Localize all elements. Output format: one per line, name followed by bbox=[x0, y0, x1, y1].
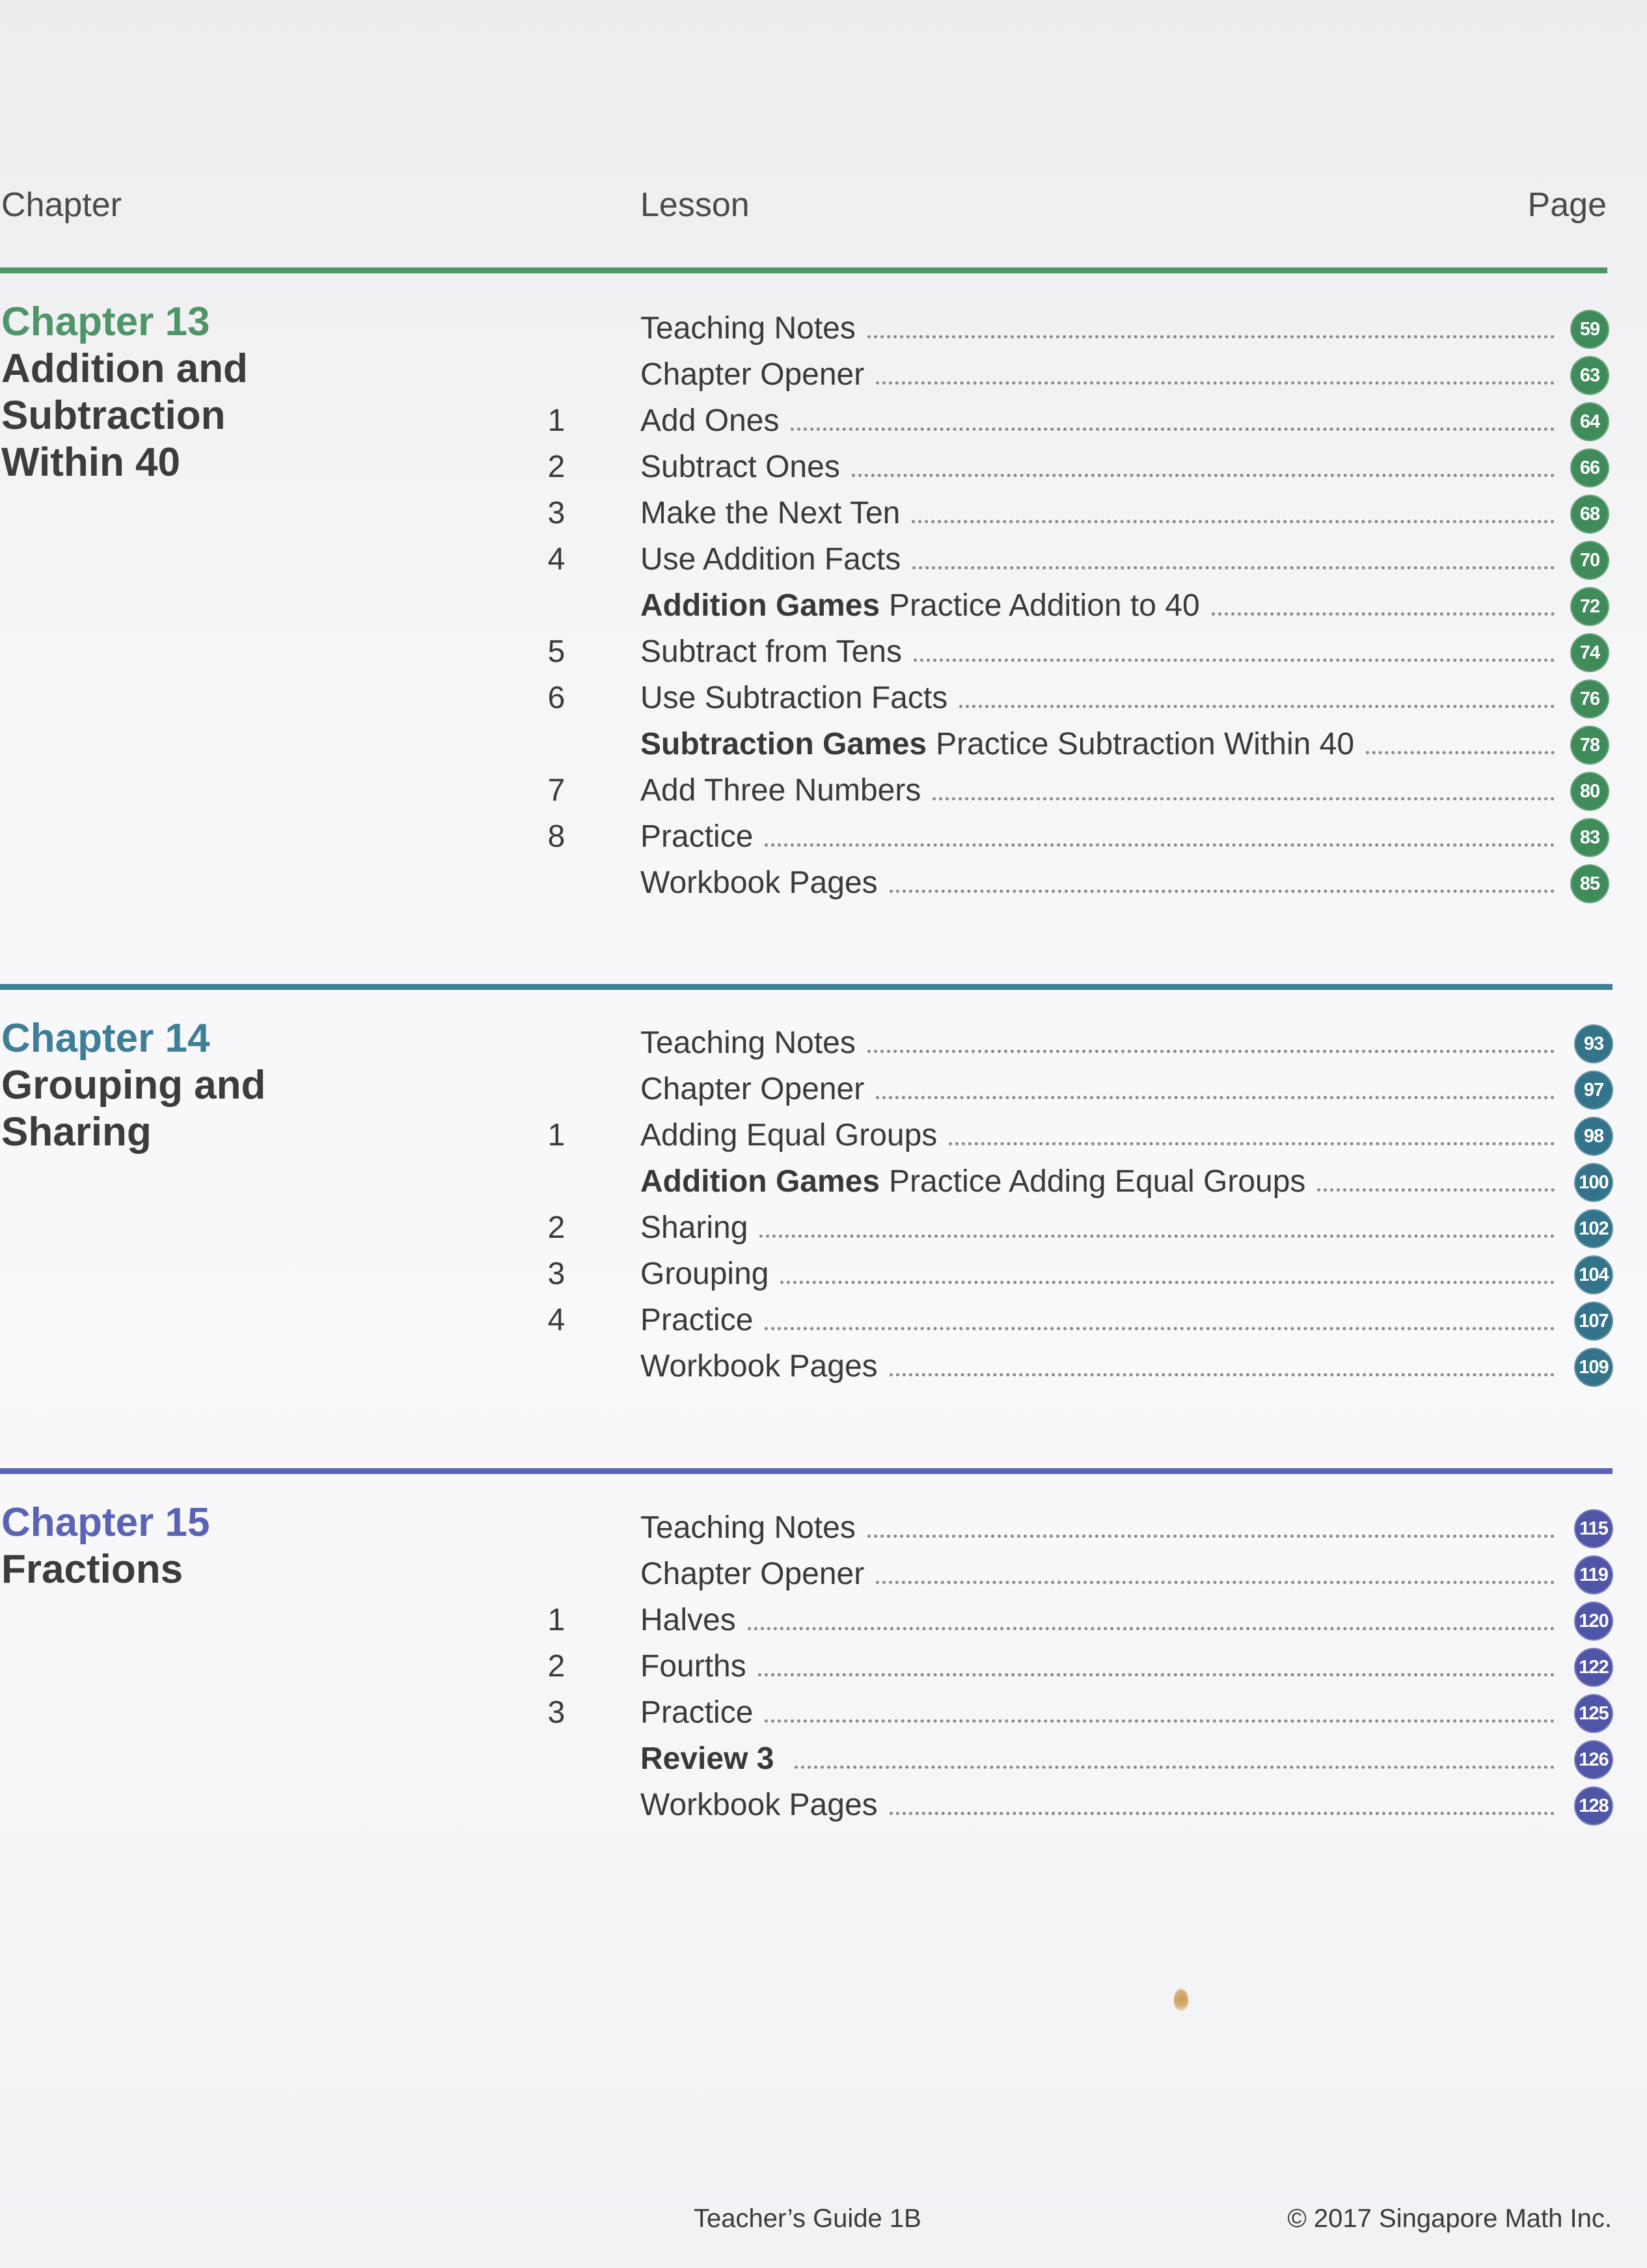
lesson-entry bbox=[640, 1689, 753, 1736]
lesson-column-header: Lesson bbox=[640, 186, 750, 224]
chapter-13-divider bbox=[0, 267, 1607, 273]
toc-row bbox=[0, 398, 1647, 444]
toc-row bbox=[0, 536, 1647, 582]
lesson-title: Subtract from Tens bbox=[640, 635, 902, 669]
chapter-title-line: Fractions bbox=[1, 1547, 184, 1592]
lesson-title: Chapter Opener bbox=[640, 1557, 865, 1591]
page-number-badge: 98 bbox=[1574, 1117, 1613, 1156]
lesson-title: Subtract Ones bbox=[640, 450, 840, 484]
toc-row bbox=[0, 582, 1647, 629]
lesson-bold-label: Addition Games bbox=[640, 1164, 880, 1199]
lesson-entry bbox=[640, 675, 947, 721]
chapter-title-line: Addition and bbox=[1, 346, 248, 391]
lesson-entry bbox=[640, 1066, 864, 1112]
lesson-entry bbox=[640, 629, 902, 675]
lesson-title: Make the Next Ten bbox=[640, 496, 901, 530]
toc-row bbox=[0, 444, 1647, 490]
lesson-title: Chapter Opener bbox=[640, 357, 865, 392]
dot-leader bbox=[1317, 1188, 1555, 1192]
dot-leader bbox=[890, 890, 1555, 893]
page-number-badge: 97 bbox=[1574, 1071, 1613, 1110]
dot-leader bbox=[791, 428, 1555, 431]
dot-leader bbox=[765, 1719, 1555, 1723]
toc-row bbox=[0, 1343, 1647, 1389]
lesson-entry bbox=[640, 1643, 746, 1689]
chapter-column-header: Chapter bbox=[1, 186, 122, 224]
lesson-number: 3 bbox=[547, 1257, 565, 1291]
lesson-entry bbox=[640, 490, 900, 536]
toc-row bbox=[0, 767, 1647, 813]
dot-leader bbox=[867, 1050, 1555, 1053]
lesson-title: Grouping bbox=[640, 1257, 769, 1291]
chapter-title-line: Grouping and bbox=[1, 1063, 266, 1108]
dot-leader bbox=[912, 520, 1555, 523]
lesson-entry bbox=[640, 1297, 753, 1343]
toc-row bbox=[0, 351, 1647, 398]
lesson-entry bbox=[640, 1551, 864, 1597]
page-number-badge: 72 bbox=[1570, 587, 1609, 626]
lesson-number: 4 bbox=[547, 1303, 565, 1337]
lesson-entry bbox=[640, 1505, 856, 1551]
lesson-number: 2 bbox=[547, 1649, 565, 1684]
page-number-badge: 78 bbox=[1570, 726, 1609, 765]
toc-row bbox=[0, 1112, 1647, 1158]
lesson-title: Workbook Pages bbox=[640, 866, 878, 900]
lesson-entry bbox=[640, 1251, 769, 1297]
dot-leader bbox=[765, 843, 1555, 847]
toc-row bbox=[0, 721, 1647, 767]
page-number-badge: 66 bbox=[1570, 448, 1609, 487]
lesson-title: Teaching Notes bbox=[640, 311, 856, 346]
lesson-entry bbox=[640, 398, 779, 444]
lesson-title: Practice bbox=[640, 819, 754, 854]
page-number-badge: 107 bbox=[1574, 1302, 1613, 1341]
chapter-15-divider bbox=[0, 1468, 1613, 1474]
dot-leader bbox=[876, 1581, 1555, 1584]
lesson-number: 3 bbox=[547, 1695, 565, 1730]
chapter-14-divider bbox=[0, 984, 1613, 990]
toc-row bbox=[0, 860, 1647, 906]
dot-leader bbox=[758, 1673, 1555, 1676]
lesson-entry bbox=[640, 305, 856, 351]
lesson-entry bbox=[640, 582, 1200, 629]
page-number-badge: 104 bbox=[1574, 1255, 1613, 1294]
dot-leader bbox=[912, 566, 1555, 569]
lesson-entry bbox=[640, 536, 901, 582]
page-number-badge: 125 bbox=[1574, 1694, 1613, 1733]
lesson-title: Chapter Opener bbox=[640, 1072, 865, 1106]
lesson-entry bbox=[640, 1158, 1305, 1205]
lesson-title: Practice bbox=[640, 1695, 754, 1730]
lesson-entry bbox=[640, 351, 864, 398]
page-number-badge: 126 bbox=[1574, 1740, 1613, 1779]
lesson-entry bbox=[640, 1343, 878, 1389]
toc-row bbox=[0, 1066, 1647, 1112]
dot-leader bbox=[1366, 751, 1555, 754]
toc-row bbox=[0, 1643, 1647, 1689]
dot-leader bbox=[780, 1281, 1555, 1284]
lesson-title: Halves bbox=[640, 1603, 736, 1637]
page-number-badge: 128 bbox=[1574, 1786, 1613, 1825]
lesson-entry bbox=[640, 1205, 748, 1251]
lesson-number: 3 bbox=[547, 496, 565, 530]
lesson-entry bbox=[640, 444, 840, 490]
lesson-entry bbox=[640, 813, 753, 860]
toc-row bbox=[0, 1689, 1647, 1736]
lesson-entry bbox=[640, 1736, 783, 1782]
lesson-title: Adding Equal Groups bbox=[640, 1118, 938, 1153]
page-number-badge: 70 bbox=[1570, 541, 1609, 580]
dot-leader bbox=[765, 1327, 1555, 1330]
dot-leader bbox=[795, 1766, 1555, 1769]
lesson-number: 2 bbox=[547, 1210, 565, 1245]
page-number-badge: 63 bbox=[1570, 356, 1609, 395]
toc-row bbox=[0, 1158, 1647, 1205]
lesson-title: Practice bbox=[640, 1303, 754, 1337]
page-number-badge: 122 bbox=[1574, 1648, 1613, 1687]
dot-leader bbox=[867, 335, 1555, 338]
dot-leader bbox=[932, 797, 1555, 800]
lesson-number: 1 bbox=[547, 1603, 565, 1637]
paper-stain bbox=[1174, 1989, 1188, 2011]
dot-leader bbox=[759, 1235, 1555, 1238]
lesson-number: 4 bbox=[547, 542, 565, 577]
lesson-number: 5 bbox=[547, 635, 565, 669]
lesson-entry bbox=[640, 767, 921, 813]
toc-row bbox=[0, 813, 1647, 860]
chapter-title-line: Within 40 bbox=[1, 440, 181, 485]
lesson-title: Practice Addition to 40 bbox=[889, 588, 1200, 623]
page-column-header: Page bbox=[1527, 186, 1607, 224]
dot-leader bbox=[1212, 612, 1555, 616]
lesson-title: Teaching Notes bbox=[640, 1510, 856, 1545]
lesson-entry bbox=[640, 1782, 878, 1828]
page-number-badge: 119 bbox=[1574, 1555, 1613, 1594]
dot-leader bbox=[876, 1096, 1555, 1099]
dot-leader bbox=[890, 1812, 1555, 1815]
page-number-badge: 109 bbox=[1574, 1348, 1613, 1387]
dot-leader bbox=[852, 474, 1555, 477]
dot-leader bbox=[876, 381, 1555, 385]
chapter-number: Chapter 15 bbox=[1, 1500, 210, 1545]
page-number-badge: 59 bbox=[1570, 310, 1609, 349]
page-number-badge: 100 bbox=[1574, 1163, 1613, 1202]
toc-row bbox=[0, 1551, 1647, 1597]
lesson-entry bbox=[640, 860, 878, 906]
lesson-number: 6 bbox=[547, 681, 565, 715]
toc-row bbox=[0, 1505, 1647, 1551]
lesson-entry bbox=[640, 1112, 937, 1158]
page-number-badge: 64 bbox=[1570, 402, 1609, 441]
toc-row bbox=[0, 629, 1647, 675]
lesson-title: Use Addition Facts bbox=[640, 542, 901, 577]
toc-row bbox=[0, 675, 1647, 721]
page-number-badge: 102 bbox=[1574, 1209, 1613, 1248]
lesson-number: 1 bbox=[547, 1118, 565, 1153]
lesson-title: Workbook Pages bbox=[640, 1349, 878, 1384]
chapter-title-line: Sharing bbox=[1, 1110, 152, 1154]
chapter-number: Chapter 13 bbox=[1, 299, 210, 344]
page-number-badge: 83 bbox=[1570, 818, 1609, 857]
toc-row bbox=[0, 1205, 1647, 1251]
lesson-title: Practice Adding Equal Groups bbox=[889, 1164, 1306, 1199]
page-number-badge: 74 bbox=[1570, 633, 1609, 672]
lesson-title: Practice Subtraction Within 40 bbox=[936, 727, 1355, 761]
lesson-bold-label: Review 3 bbox=[640, 1742, 774, 1776]
toc-row bbox=[0, 1597, 1647, 1643]
lesson-number: 7 bbox=[547, 773, 565, 808]
footer-guide-title: Teacher’s Guide 1B bbox=[694, 2204, 921, 2233]
toc-row bbox=[0, 1297, 1647, 1343]
chapter-number: Chapter 14 bbox=[1, 1016, 210, 1061]
lesson-title: Sharing bbox=[640, 1210, 748, 1245]
lesson-number: 8 bbox=[547, 819, 565, 854]
lesson-number: 2 bbox=[547, 450, 565, 484]
lesson-bold-label: Addition Games bbox=[640, 588, 880, 623]
lesson-number: 1 bbox=[547, 403, 565, 438]
page-number-badge: 68 bbox=[1570, 495, 1609, 534]
toc-row bbox=[0, 305, 1647, 351]
lesson-title: Teaching Notes bbox=[640, 1026, 856, 1060]
footer-copyright: © 2017 Singapore Math Inc. bbox=[1287, 2204, 1612, 2233]
chapter-title-line: Subtraction bbox=[1, 393, 226, 438]
dot-leader bbox=[890, 1373, 1555, 1376]
dot-leader bbox=[959, 705, 1555, 708]
toc-row bbox=[0, 1736, 1647, 1782]
dot-leader bbox=[914, 659, 1555, 662]
toc-row bbox=[0, 490, 1647, 536]
page-number-badge: 80 bbox=[1570, 772, 1609, 811]
toc-row bbox=[0, 1251, 1647, 1297]
page-number-badge: 120 bbox=[1574, 1602, 1613, 1641]
dot-leader bbox=[748, 1627, 1555, 1630]
dot-leader bbox=[867, 1535, 1555, 1538]
dot-leader bbox=[949, 1142, 1555, 1145]
lesson-entry bbox=[640, 721, 1354, 767]
toc-row bbox=[0, 1020, 1647, 1066]
lesson-entry bbox=[640, 1597, 736, 1643]
page-number-badge: 76 bbox=[1570, 679, 1609, 718]
lesson-title: Add Three Numbers bbox=[640, 773, 921, 808]
lesson-entry bbox=[640, 1020, 856, 1066]
page-number-badge: 93 bbox=[1574, 1024, 1613, 1063]
toc-row bbox=[0, 1782, 1647, 1828]
lesson-title: Workbook Pages bbox=[640, 1788, 878, 1822]
lesson-title: Fourths bbox=[640, 1649, 746, 1684]
lesson-title: Add Ones bbox=[640, 403, 780, 438]
lesson-bold-label: Subtraction Games bbox=[640, 727, 927, 761]
page-number-badge: 85 bbox=[1570, 864, 1609, 903]
lesson-title: Use Subtraction Facts bbox=[640, 681, 948, 715]
page-number-badge: 115 bbox=[1574, 1509, 1613, 1548]
